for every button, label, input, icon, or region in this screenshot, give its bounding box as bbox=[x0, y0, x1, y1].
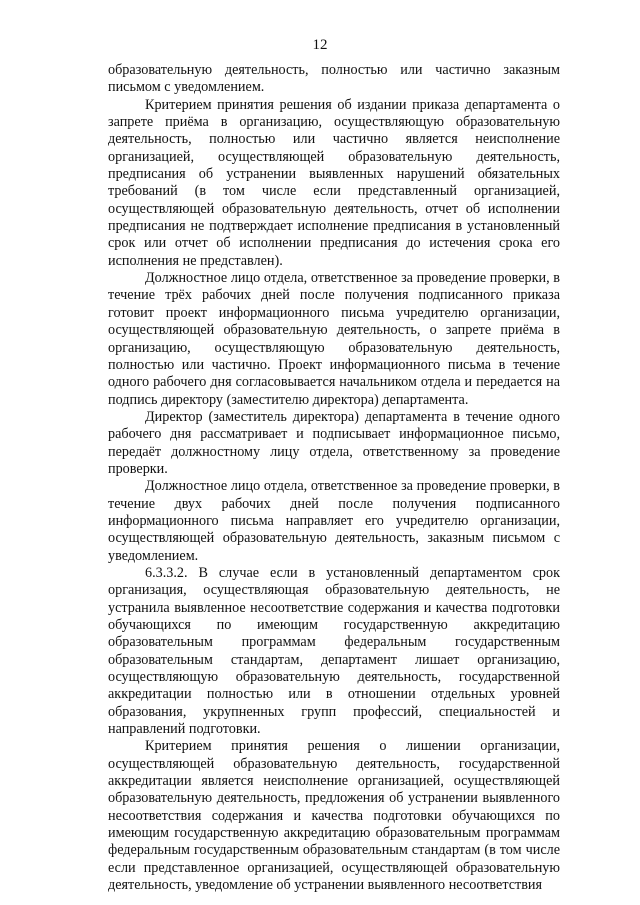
paragraph: образовательную деятельность, полностью или частично заказным письмом с уведомлением. bbox=[108, 62, 560, 96]
paragraph: Должностное лицо отдела, ответственное за проведение проверки, в течение двух рабочих дней после получения подписанного информационного письма направляет его учредителю организации, осуществляющей образовательную деятельность, заказным письмом с уведомлением. bbox=[108, 478, 560, 564]
paragraph: 6.3.3.2. В случае если в установленный департаментом срок организация, осуществляющая образовательную деятельность, не устранила выявленное несоответствие содержания и качества подготовки обучающихся по имеющим государственную аккредитацию образовательным программам федеральным государственным образовательным стандартам, департамент лишает организацию, осуществляющую образовательную деятельность, государственной аккредитации полностью или в отношении отдельных уровней образования, укрупненных групп профессий, специальностей и направлений подготовки. bbox=[108, 564, 560, 738]
page-number: 12 bbox=[312, 37, 328, 53]
paragraph: Критерием принятия решения о лишении организации, осуществляющей образовательную деятельность, государственной аккредитации является неисполнение организацией, осуществляющей образовательную деятельность, предложения об устранении выявленного несоответствия содержания и качества подготовки обучающихся по имеющим государственную аккредитацию образовательным программам федеральным государственным образовательным стандартам (в том числе если представленное организацией, осуществляющей образовательную деятельность, уведомление об устранении выявленного несоответствия bbox=[108, 738, 560, 894]
paragraph: Критерием принятия решения об издании приказа департамента о запрете приёма в организацию, осуществляющую образовательную деятельность, полностью или частично является неисполнение организацией, осуществляющей образовательную деятельность, предписания об устранении выявленных нарушений обязательных требований (в том числе если представленный организацией, осуществляющей образовательную деятельность, отчет об исполнении предписания не подтверждает исполнение предписания в установленный срок или отчет об исполнении предписания до истечения срока его исполнения не представлен). bbox=[108, 96, 560, 269]
paragraph: Директор (заместитель директора) департамента в течение одного рабочего дня рассматривает и подписывает информационное письмо, передаёт должностному лицу отдела, ответственному за проведение проверки. bbox=[108, 408, 560, 477]
document-body bbox=[108, 62, 560, 895]
paragraph: Должностное лицо отдела, ответственное за проведение проверки, в течение трёх рабочих дней после получения подписанного приказа готовит проект информационного письма учредителю организации, осуществляющей образовательную деятельность, о запрете приёма в организацию, осуществляющую образовательную деятельность, полностью или частично. Проект информационного письма в течение одного рабочего дня согласовывается начальником отдела и передается на подпись директору (заместителю директора) департамента. bbox=[108, 270, 560, 408]
